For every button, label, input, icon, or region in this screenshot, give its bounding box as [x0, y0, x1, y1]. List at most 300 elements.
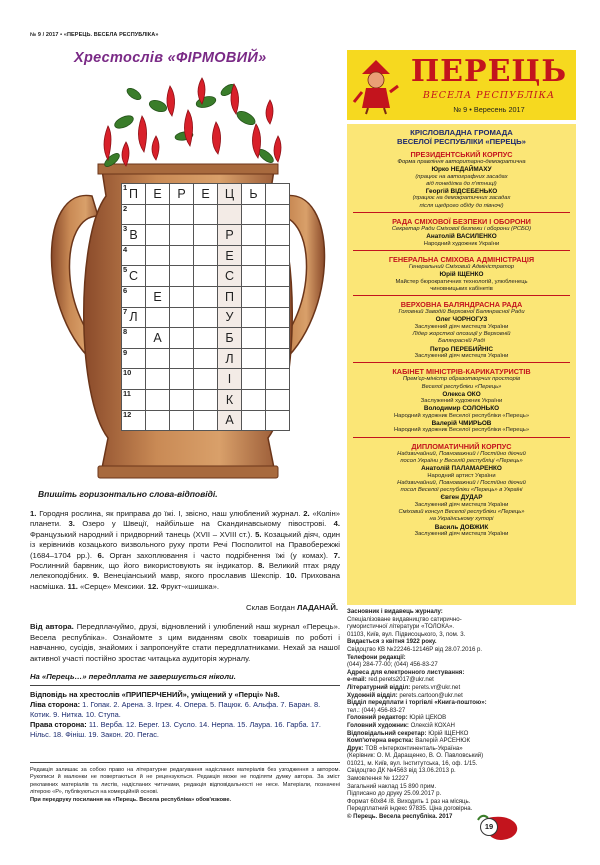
- staff-line: Заслужений діяч мистецтв України: [414, 530, 509, 537]
- staff-divider: [353, 437, 570, 438]
- grid-cell: [122, 369, 146, 390]
- imprint-label: Комп'ютерна верстка:: [347, 737, 414, 745]
- imprint-value: Свідоцтво КВ №22246-12146Р від 28.07.2016 р.: [347, 645, 483, 653]
- imprint-line: [347, 752, 576, 760]
- grid-cell: [122, 204, 146, 225]
- row-number: 3: [123, 224, 128, 234]
- staff-name: Юрій ІЩЕНКО: [439, 271, 484, 279]
- row-number: 1: [123, 183, 128, 192]
- imprint-line: [347, 669, 576, 677]
- grid-cell: [170, 225, 194, 246]
- grid-cell: [146, 410, 170, 431]
- grid-cell: [266, 245, 290, 266]
- staff-name: Анатолій ВАСИЛЕНКО: [426, 233, 497, 241]
- staff-line: Форма правління авторитарно-демократична: [397, 159, 526, 165]
- clue-number: 7.: [333, 550, 341, 560]
- imprint-value: Олексій КОХАН: [408, 721, 455, 729]
- grid-cell: [266, 204, 290, 225]
- imprint-line: [347, 760, 576, 768]
- cell-letter: Л: [225, 351, 234, 366]
- grid-cell: [170, 204, 194, 225]
- staff-line: Секретар Ради Сміхової безпеки і оборони (РСБО): [391, 226, 532, 233]
- imprint-value: red.perets2017@ukr.net: [366, 676, 434, 684]
- row-number: 6: [123, 285, 128, 295]
- row-number: 2: [123, 203, 128, 213]
- imprint-line: [347, 722, 576, 730]
- staff-line: посол України у Веселій республіці «Перець»: [400, 457, 523, 464]
- staff-box: [347, 124, 576, 605]
- grid-cell: [266, 369, 290, 390]
- staff-line: Заслужений діяч мистецтв України: [414, 323, 509, 330]
- cell-letter: Е: [153, 289, 162, 304]
- clue-text: Французький народний і придворний танець (XVII – XVIII ст.).: [30, 529, 253, 539]
- clue-text: Фрукт-«шишка».: [160, 581, 220, 591]
- grid-cell: [194, 245, 218, 266]
- clue-text: Рослинний барвник, що його використовують як індикатор.: [30, 561, 254, 571]
- masthead-title: ПЕРЕЦЬ: [410, 54, 568, 89]
- cell-letter: І: [227, 372, 232, 387]
- imprint-line: [347, 714, 576, 722]
- crossword-author: [246, 603, 338, 612]
- grid-row: [122, 245, 290, 266]
- staff-divider: [353, 362, 570, 363]
- grid-cell: [242, 184, 266, 205]
- cell-letter: С: [224, 269, 235, 284]
- grid-cell: [146, 307, 170, 328]
- row-number: 12: [123, 409, 132, 419]
- grid-cell: [194, 348, 218, 369]
- imprint-value: (044) 284-77-00; (044) 456-83-27: [347, 661, 438, 669]
- answers-left: [30, 700, 340, 720]
- staff-name: Олег ЧОРНОГУЗ: [435, 316, 488, 324]
- imprint-label: Художній відділ:: [347, 691, 398, 699]
- staff-line: посол Веселої республіки «Перець» в Україні: [400, 487, 523, 494]
- row-number: 11: [123, 388, 131, 398]
- imprint-value: perets.cartoon@ukr.net: [397, 691, 463, 699]
- grid-cell: [266, 184, 290, 205]
- cell-letter: Р: [225, 227, 234, 242]
- imprint-value: Спеціалізоване видавництво сатирично-: [347, 615, 462, 623]
- grid-cell: [242, 225, 266, 246]
- masthead-subtitle: ВЕСЕЛА РЕСПУБЛІКА: [422, 90, 556, 101]
- staff-line: від понеділка до п'ятниці): [426, 180, 497, 187]
- grid-cell: [242, 348, 266, 369]
- row-number: 10: [123, 368, 132, 378]
- clue-text: «Колін» планети.: [30, 509, 341, 529]
- grid-cell: [242, 204, 266, 225]
- staff-name: Анатолій ПАЛАМАРЕНКО: [421, 465, 502, 473]
- imprint-line: [347, 616, 576, 624]
- grid-row: [122, 389, 290, 410]
- staff-name: Євген ДУДАР: [440, 494, 483, 502]
- grid-cell: [122, 245, 146, 266]
- grid-cell: [242, 369, 266, 390]
- grid-cell: [242, 410, 266, 431]
- staff-name: Олекса ОКО: [442, 390, 481, 398]
- imprint-value: Валерій АРСЕНЮК: [413, 737, 471, 745]
- grid-cell: [146, 328, 170, 349]
- staff-line: після щедрого обіду до півночі): [419, 202, 504, 209]
- grid-cell: [242, 307, 266, 328]
- divider: [30, 762, 340, 763]
- grid-cell: [146, 286, 170, 307]
- grid-cell: [242, 266, 266, 287]
- divider: [30, 685, 340, 686]
- grid-cell: [194, 307, 218, 328]
- clue-number: 1.: [30, 509, 37, 518]
- grid-row: [122, 225, 290, 246]
- imprint-line: [347, 661, 576, 669]
- grid-cell: [218, 328, 242, 349]
- imprint-label: Літературний відділ:: [347, 683, 411, 691]
- author-name: ЛАДАНАЙ.: [296, 603, 338, 612]
- cell-letter: П: [129, 186, 138, 201]
- answers-left-text: 1. Гопак. 2. Арена. 3. Ігрек. 4. Опера. 5. Пацюк. 6. Альфа. 7. Баран. 8. Котик. 9. Нитка. 10. Ступа.: [30, 700, 321, 719]
- imprint-line: [347, 707, 576, 715]
- grid-row: [122, 184, 290, 205]
- imprint-line: [347, 813, 576, 821]
- grid-cell: [194, 184, 218, 205]
- disclaimer: [30, 767, 340, 804]
- staff-line: Народний артист України: [427, 472, 496, 479]
- staff-name: Юрко НЕДАЙМАХУ: [431, 166, 492, 174]
- grid-cell: [194, 389, 218, 410]
- imprint-label: Адреса для електронного листування:: [347, 668, 465, 676]
- imprint-label: © Перець. Весела республіка. 2017: [347, 813, 453, 821]
- clue-number: 3.: [68, 519, 75, 529]
- staff-line: Лідер жорсткої опозиції у Верховній: [412, 331, 511, 338]
- staff-section-title: ВЕРХОВНА БАЛЯНДРАСНА РАДА: [400, 300, 523, 310]
- grid-cell: [218, 307, 242, 328]
- staff-name: Петро ПЕРЕБИЙНІС: [430, 345, 493, 353]
- grid-cell: [146, 266, 170, 287]
- grid-cell: [122, 266, 146, 287]
- cell-letter: Ь: [249, 186, 258, 201]
- grid-cell: [218, 286, 242, 307]
- clue-number: 2.: [303, 509, 310, 518]
- crossword-grid: [121, 183, 290, 431]
- clue-text: Козацький діяч, один із керівників козацького визвольного руху проти Речі Посполитої на Правобережжі (1684–1704 рр.).: [30, 529, 340, 560]
- author-note: [30, 622, 340, 664]
- imprint-value: (Керівник: О. М. Даращенко, В. О. Павловський): [347, 752, 484, 760]
- grid-row: [122, 369, 290, 390]
- answers-right-text: 11. Верба. 12. Берег. 13. Сусло. 14. Нерпа. 15. Лаура. 16. Гарба. 17. Нільс. 18. Фініш. 19. Закон. 20. Пегас.: [30, 720, 321, 739]
- grid-cell: [146, 225, 170, 246]
- grid-cell: [170, 266, 194, 287]
- row-number: 5: [123, 265, 128, 275]
- clue-number: 10.: [285, 571, 297, 581]
- staff-name: Валерій ЧМИРЬОВ: [431, 420, 492, 428]
- imprint-value: 01103, Київ, вул. Підвисоцького, 3, пом. 3.: [347, 630, 466, 638]
- imprint-line: [347, 790, 576, 798]
- grid-cell: [194, 410, 218, 431]
- imprint-label: Головний художник:: [347, 721, 409, 729]
- running-header: № 9 / 2017 • «ПЕРЕЦЬ. ВЕСЕЛА РЕСПУБЛІКА»: [30, 32, 159, 38]
- author-prefix: Склав Богдан: [246, 603, 295, 612]
- answers-left-label: Ліва сторона:: [30, 700, 81, 709]
- imprint-value: ТОВ «Інтерконтиненталь-Україна»: [363, 744, 463, 752]
- grid-cell: [122, 410, 146, 431]
- cell-letter: Л: [129, 310, 138, 325]
- imprint-label: Головний редактор:: [347, 714, 408, 722]
- imprint-line: [347, 676, 576, 684]
- grid-cell: [194, 328, 218, 349]
- imprint-line: [347, 767, 576, 775]
- imprint-value: Передплатний індекс 97835. Ціна договірна.: [347, 805, 473, 813]
- staff-line: Надзвичайний, Повноважний і Постійно діючий: [397, 479, 526, 486]
- answers-right-label: Права сторона:: [30, 720, 87, 729]
- imprint-line: [347, 699, 576, 707]
- staff-line: Головний Заводій Верховної Балянрасної Ради: [398, 309, 525, 316]
- imprint-label: Друк:: [347, 744, 364, 752]
- imprint-value: тел.: (044) 456-83-27: [347, 706, 406, 714]
- grid-row: [122, 410, 290, 431]
- imprint-value: Юрій ЦЕКОВ: [407, 714, 447, 722]
- imprint-line: [347, 737, 576, 745]
- staff-section-title: РАДА СМІХОВОЇ БЕЗПЕКИ І ОБОРОНИ: [392, 217, 531, 227]
- disclaimer-bold: При передруку посилання на «Перець. Весела республіка» обов'язкове.: [30, 796, 232, 803]
- imprint-label: Відділ передплати і торгівлі «Книга-поштою»:: [347, 699, 487, 707]
- cell-letter: П: [225, 289, 234, 304]
- grid-cell: [242, 245, 266, 266]
- imprint-value: Формат 60х84 /8. Виходить 1 раз на місяць.: [347, 797, 471, 805]
- clue-text: Венеціанський мавр, якого прославив Шекспір.: [103, 571, 282, 581]
- imprint-line: [347, 783, 576, 791]
- row-number: 9: [123, 347, 128, 357]
- grid-cell: [194, 204, 218, 225]
- cell-letter: Б: [225, 330, 234, 345]
- grid-cell: [146, 389, 170, 410]
- clue-number: 4.: [333, 519, 341, 529]
- clue-text: Городня рослина, як приправа до їжі. І, звісно, наш улюблений журнал.: [39, 509, 301, 518]
- imprint-value: гумористичної літератури «ТОЛОКА».: [347, 623, 455, 631]
- grid-cell: [146, 184, 170, 205]
- grid-cell: [218, 225, 242, 246]
- imprint-line: [347, 775, 576, 783]
- grid-cell: [194, 286, 218, 307]
- grid-row: [122, 266, 290, 287]
- staff-heading-2: ВЕСЕЛОЇ РЕСПУБЛІКИ «ПЕРЕЦЬ»: [397, 137, 526, 146]
- staff-line: чиновницьких кабінетів: [430, 285, 493, 292]
- imprint-line: [347, 684, 576, 692]
- grid-cell: [266, 307, 290, 328]
- grid-cell: [146, 204, 170, 225]
- grid-cell: [218, 204, 242, 225]
- imprint-label: Відповідальний секретар:: [347, 729, 427, 737]
- staff-section-title: КАБІНЕТ МІНІСТРІВ-КАРИКАТУРИСТІВ: [392, 367, 531, 377]
- staff-name: Володимир СОЛОНЬКО: [423, 405, 500, 413]
- grid-cell: [242, 286, 266, 307]
- grid-cell: [242, 389, 266, 410]
- clue-text: Орган захоплювання і часто подрібнення їжі (у комах).: [109, 550, 329, 560]
- imprint-value: perets.vr@ukr.net: [410, 683, 461, 691]
- imprint-line: [347, 805, 576, 813]
- grid-cell: [170, 410, 194, 431]
- grid-cell: [242, 328, 266, 349]
- grid-row: [122, 348, 290, 369]
- cell-letter: В: [129, 227, 138, 242]
- staff-section-title: ДИПЛОМАТИЧНИЙ КОРПУС: [411, 441, 512, 451]
- imprint-line: [347, 638, 576, 646]
- grid-cell: [170, 307, 194, 328]
- grid-cell: [266, 348, 290, 369]
- crossword-instruction: Впишіть горизонтально слова-відповіді.: [38, 489, 218, 499]
- clue-text: Прихована насмішка.: [30, 571, 341, 591]
- note-lead: Від автора.: [30, 622, 74, 631]
- staff-line: Прем'єр-міністр образотворчих просторів: [402, 376, 521, 383]
- crossword-title: Хрестослів «ФІРМОВИЙ»: [74, 50, 267, 66]
- imprint: [347, 608, 576, 821]
- grid-cell: [218, 184, 242, 205]
- grid-row: [122, 286, 290, 307]
- grid-cell: [122, 389, 146, 410]
- grid-row: [122, 307, 290, 328]
- pepper-mascot-icon: [352, 56, 400, 116]
- cell-letter: Р: [177, 186, 186, 201]
- staff-line: Генеральний Сміховий Адміністратор: [408, 263, 515, 270]
- imprint-value: Юрій ІЩЕНКО: [426, 729, 469, 737]
- staff-line: (працює на демократичних засадах: [412, 195, 511, 202]
- grid-cell: [218, 410, 242, 431]
- grid-cell: [146, 348, 170, 369]
- grid-cell: [218, 245, 242, 266]
- grid-cell: [122, 307, 146, 328]
- clue-number: 6.: [97, 550, 104, 560]
- imprint-line: [347, 730, 576, 738]
- staff-divider: [353, 212, 570, 213]
- imprint-line: [347, 745, 576, 753]
- row-number: 4: [123, 244, 128, 254]
- cell-letter: К: [225, 392, 234, 407]
- staff-line: Народний художник України: [423, 240, 500, 247]
- grid-cell: [266, 410, 290, 431]
- imprint-value: Свідоцтво ДК №4563 від 13.06.2013 р.: [347, 767, 456, 775]
- grid-cell: [218, 389, 242, 410]
- cell-letter: Е: [225, 248, 234, 263]
- imprint-label: Видається з квітня 1922 року.: [347, 638, 437, 646]
- clue-number: 9.: [92, 571, 100, 581]
- grid-cell: [122, 328, 146, 349]
- grid-cell: [170, 348, 194, 369]
- grid-cell: [170, 286, 194, 307]
- clue-text: Великий птах ряду лелекоподібних.: [30, 561, 340, 581]
- clue-number: 8.: [257, 561, 265, 571]
- cell-letter: А: [153, 330, 162, 345]
- answers-title: Відповідь на хрестослів «ПРИПЕРЧЕНИЙ», уміщений у «Перці» №8.: [30, 690, 280, 699]
- grid-cell: [146, 245, 170, 266]
- imprint-line: [347, 631, 576, 639]
- grid-cell: [194, 225, 218, 246]
- cell-letter: Е: [153, 186, 162, 201]
- grid-cell: [266, 266, 290, 287]
- grid-row: [122, 204, 290, 225]
- staff-line: Балянрасній Раді: [438, 338, 485, 345]
- staff-line: Сміховий консул Веселої республіки «Перець»: [398, 508, 525, 515]
- imprint-line: [347, 623, 576, 631]
- imprint-line: [347, 608, 576, 616]
- clue-text: «Серце» Мексики.: [80, 581, 146, 591]
- imprint-line: [347, 646, 576, 654]
- clue-text: Озеро у Швеції, найбільше на Скандинавському півострові.: [82, 519, 327, 529]
- cell-letter: У: [225, 310, 234, 325]
- disclaimer-text: Редакція залишає за собою право на літературне редагування надісланих матеріалів без узгодження з автором. Рукописи й малюнки не повертаються й не рецензуються. Редакція може не поділяти думку автора. За зміст рекламних матеріалів та листів, надісланих читачами, редакція відповідальності не несе. Матеріали, позначені літерою «Р», публікуються на комерційній основі.: [30, 767, 340, 796]
- cell-letter: А: [225, 413, 234, 428]
- cell-letter: Ц: [224, 186, 235, 201]
- grid-cell: [170, 245, 194, 266]
- staff-line: Веселої республіки «Перець»: [421, 383, 502, 390]
- imprint-line: [347, 798, 576, 806]
- staff-name: Василь ДОВЖИК: [434, 523, 489, 531]
- cell-letter: С: [128, 269, 139, 284]
- imprint-value: 01021, м. Київ, вул. Інститутська, 16, оф. 1/15.: [347, 759, 478, 767]
- staff-name: Георгій ВІДСЕБЕНЬКО: [425, 188, 498, 196]
- staff-section-title: ПРЕЗИДЕНТСЬКИЙ КОРПУС: [410, 150, 513, 159]
- staff-line: на Українському хуторі: [429, 516, 494, 523]
- grid-cell: [218, 266, 242, 287]
- masthead-issue: № 9 • Вересень 2017: [453, 105, 525, 114]
- row-number: 7: [123, 306, 128, 316]
- staff-line: Надзвичайний, Повноважний і Постійно діючий: [397, 450, 526, 457]
- imprint-value: Підписано до друку 25.09.2017 р.: [347, 790, 442, 798]
- staff-sections: [347, 150, 576, 538]
- note-ending: На «Перець…» передплата не завершується ніколи.: [30, 672, 236, 681]
- note-text: Передплачуймо, друзі, відновлений і улюблений наш журнал «Перець». Весела республіка». Ознайомте з цим виданням своїх товаришів по роботі і навчанню, сусідів, знайомих і запропонуйте стати передплатниками. Нехай за нашої активної участі постійно зростає читацька аудиторія журналу.: [30, 622, 340, 663]
- grid-cell: [266, 225, 290, 246]
- page-number: 19: [480, 818, 498, 836]
- grid-cell: [122, 225, 146, 246]
- grid-cell: [266, 286, 290, 307]
- imprint-label: Засновник і видавець журналу:: [347, 608, 443, 615]
- grid-cell: [170, 389, 194, 410]
- imprint-label: Телефони редакції:: [347, 653, 406, 661]
- grid-cell: [122, 286, 146, 307]
- staff-line: (працює на автографних засадах: [415, 173, 508, 180]
- clue-number: 5.: [255, 529, 262, 539]
- staff-line: Майстер бюрократичних технологій, улюбленець: [395, 278, 528, 285]
- staff-line: Заслужений діяч мистецтв України: [414, 352, 509, 359]
- imprint-value: Загальний наклад 15 890 прим.: [347, 782, 437, 790]
- grid-cell: [170, 328, 194, 349]
- staff-line: Заслужений діяч мистецтв України: [414, 501, 509, 508]
- clue-number: 11.: [67, 581, 78, 591]
- staff-divider: [353, 250, 570, 251]
- cell-letter: Е: [201, 186, 210, 201]
- grid-cell: [266, 328, 290, 349]
- imprint-label: e-mail:: [347, 676, 367, 684]
- grid-cell: [122, 348, 146, 369]
- grid-cell: [146, 369, 170, 390]
- grid-cell: [122, 184, 146, 205]
- staff-line: Заслужений художник України: [420, 398, 503, 405]
- grid-cell: [194, 369, 218, 390]
- imprint-line: [347, 654, 576, 662]
- staff-line: Народний художник Веселої республіки «Перець»: [393, 427, 530, 434]
- staff-divider: [353, 295, 570, 296]
- staff-section-title: ГЕНЕРАЛЬНА СМІХОВА АДМІНІСТРАЦІЯ: [388, 254, 535, 264]
- grid-cell: [218, 369, 242, 390]
- clue-number: 12.: [147, 581, 159, 591]
- grid-cell: [218, 348, 242, 369]
- grid-row: [122, 328, 290, 349]
- crossword-clues: [30, 509, 340, 592]
- masthead: [347, 50, 576, 120]
- imprint-value: Замовлення № 12227: [347, 775, 409, 783]
- grid-cell: [194, 266, 218, 287]
- answers-block: [30, 690, 340, 740]
- grid-cell: [170, 184, 194, 205]
- grid-cell: [170, 369, 194, 390]
- staff-heading-1: КРІСЛОВЛАДНА ГРОМАДА: [410, 128, 513, 137]
